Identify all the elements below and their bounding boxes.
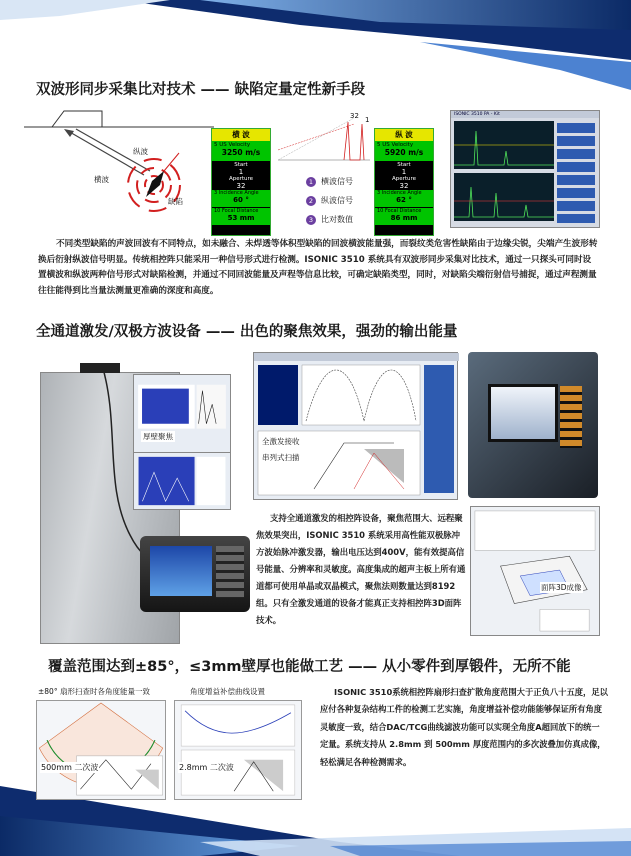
diagram-number-32: 32	[350, 112, 359, 120]
handheld-device-keys	[560, 386, 582, 448]
long-box-title: 纵 波	[375, 129, 433, 141]
screen-full-excite	[253, 352, 458, 500]
sector-scan-image	[37, 701, 165, 799]
section1-paragraph: 不同类型缺陷的声波回波有不同特点，如未融合、未焊透等体积型缺陷的回波横波能量强，而裂纹类危害性缺陷由于边缘尖锐，尖端产生波形转换后衍射纵波信号明显。传统相控阵只能采用一种信号形式进行检测。ISONIC 3510 系统具有双波形同步采集对比技术，通过一只探头可同时设置横波和纵波两种信号形式对缺陷检测，并通过不同回波能量及声程等信息比较，可确定缺陷类型，同时，对缺陷尖端衍射信号捕捉，通过声程测量往往能得到比当量法测量更准确的深度和高度。	[38, 239, 598, 296]
long-angle-label: Incidence Angle	[381, 190, 422, 196]
legend-number-badge: 2	[306, 196, 316, 206]
array-3d-label: 面阵3D成像	[541, 583, 582, 592]
panel2-caption: 角度增益补偿曲线设置	[190, 687, 265, 696]
screen-3d-array	[470, 506, 600, 636]
shear-box-title: 横 波	[212, 129, 270, 141]
shear-velocity-index: 5	[214, 142, 218, 148]
thick-focus-label: 厚壁聚焦	[143, 432, 173, 441]
shear-aperture-value: 32	[236, 182, 246, 190]
shear-aperture-label: Aperture	[228, 176, 254, 182]
legend-text: 横波信号	[321, 177, 353, 186]
section3-title: 覆盖范围达到±85°，≤3mm壁厚也能做工艺 —— 从小零件到厚锻件，无所不能	[48, 659, 571, 675]
long-start-value: 1	[401, 168, 407, 176]
handheld-device-photo	[468, 352, 598, 498]
legend-number-badge: 3	[306, 215, 316, 225]
sector-scan-panel	[36, 700, 166, 800]
device-keypad-left	[216, 546, 244, 598]
defect-label: 缺陷	[168, 197, 183, 206]
full-excite-label: 全激发接收	[262, 437, 300, 446]
long-focal-value: 86 mm	[390, 214, 418, 222]
screen-ascan-upper	[454, 121, 554, 169]
legend-item	[306, 172, 376, 191]
shear-start-label: Start	[234, 162, 248, 168]
section3-paragraph: ISONIC 3510系统相控阵扇形扫查扩散角度范围大于正负八十五度，足以应付各种复杂结构工件的检测工艺实施，角度增益补偿功能能够保证所有角度灵敏度一致，结合DAC/TCG曲线滤波功能可以实现全角度A超回放下的统一定量。系统支持从 2.8mm 到 500mm 厚度范围内的多次波叠加仿真成像，轻松满足各种检测需求。	[320, 687, 608, 767]
full-excite-graph	[254, 353, 459, 501]
device-screen-left	[150, 546, 212, 596]
section1-title: 双波形同步采集比对技术 —— 缺陷定量定性新手段	[36, 82, 366, 98]
longitudinal-wave-settings-box	[374, 128, 434, 236]
long-angle-index: 3	[377, 190, 381, 196]
shear-angle-index: 3	[214, 190, 218, 196]
diagram-number-1: 1	[365, 116, 370, 124]
shear-velocity-value: 3250 m/s	[221, 148, 261, 157]
3d-array-image	[471, 507, 599, 635]
section2-title: 全通道激发/双极方波设备 —— 出色的聚焦效果，强劲的输出能量	[36, 324, 458, 340]
top-corner-decoration	[0, 0, 631, 90]
legend-text: 纵波信号	[321, 196, 353, 205]
screen-ascan-lower	[454, 173, 554, 221]
shear-angle-label: Incidence Angle	[218, 190, 259, 196]
screen-side-buttons	[557, 123, 595, 223]
panel1-label: 500mm 二次波	[41, 763, 99, 772]
probe-defect-diagram	[24, 105, 214, 230]
screen-thick-focus-upper	[133, 374, 231, 454]
shear-focal-index: 10	[214, 208, 221, 214]
long-velocity-value: 5920 m/s	[384, 148, 424, 157]
handheld-device-screen	[488, 384, 558, 442]
gain-curve-image	[175, 701, 301, 799]
panel2-label: 2.8mm 二次波	[179, 763, 234, 772]
long-aperture-value: 32	[399, 182, 409, 190]
long-angle-value: 62 °	[396, 196, 412, 204]
dual-ascan-graph	[274, 110, 374, 170]
long-start-label: Start	[397, 162, 411, 168]
shear-focal-value: 53 mm	[227, 214, 255, 222]
section2-paragraph: 支持全通道激发的相控阵设备，聚焦范围大、远程聚焦效果突出，ISONIC 3510 系统采用高性能双极脉冲方波始脉冲激发器，输出电压达到400V，能有效提高信号能量、分辨率和灵敏度。高度集成的超声主板上所有通道都可使用单晶或双晶模式，聚焦法则数量达到8192组。只有全激发通道的设备才能真正支持相控阵3D面阵技术。	[256, 513, 466, 625]
shear-start-value: 1	[238, 168, 244, 176]
longitudinal-wave-label: 纵波	[133, 147, 148, 156]
thick-focus-image-lower	[134, 453, 230, 509]
transverse-wave-label: 横波	[94, 175, 109, 184]
screen-thick-focus-lower	[133, 452, 231, 510]
legend-item	[306, 210, 376, 229]
shear-wave-settings-box	[211, 128, 271, 236]
serial-scan-label: 串列式扫描	[262, 453, 300, 462]
legend-item	[306, 191, 376, 210]
long-velocity-index: 5	[377, 142, 381, 148]
signal-legend	[306, 172, 376, 229]
long-aperture-label: Aperture	[391, 176, 417, 182]
shear-angle-value: 60 °	[233, 196, 249, 204]
device-screen-section1	[450, 110, 600, 228]
panel1-caption: ±80° 扇形扫查时各角度能量一致	[38, 687, 150, 696]
shear-velocity-label: US Velocity	[219, 142, 251, 148]
long-focal-label: Focal Distance	[384, 208, 422, 214]
legend-text: 比对数值	[321, 215, 353, 224]
long-focal-index: 10	[377, 208, 384, 214]
long-velocity-label: US Velocity	[382, 142, 414, 148]
gain-curve-panel	[174, 700, 302, 800]
device-photo-left	[140, 536, 250, 612]
screen-title: ISONIC 3510 PA - Kit	[451, 111, 599, 118]
legend-number-badge: 1	[306, 177, 316, 187]
shear-focal-label: Focal Distance	[221, 208, 259, 214]
